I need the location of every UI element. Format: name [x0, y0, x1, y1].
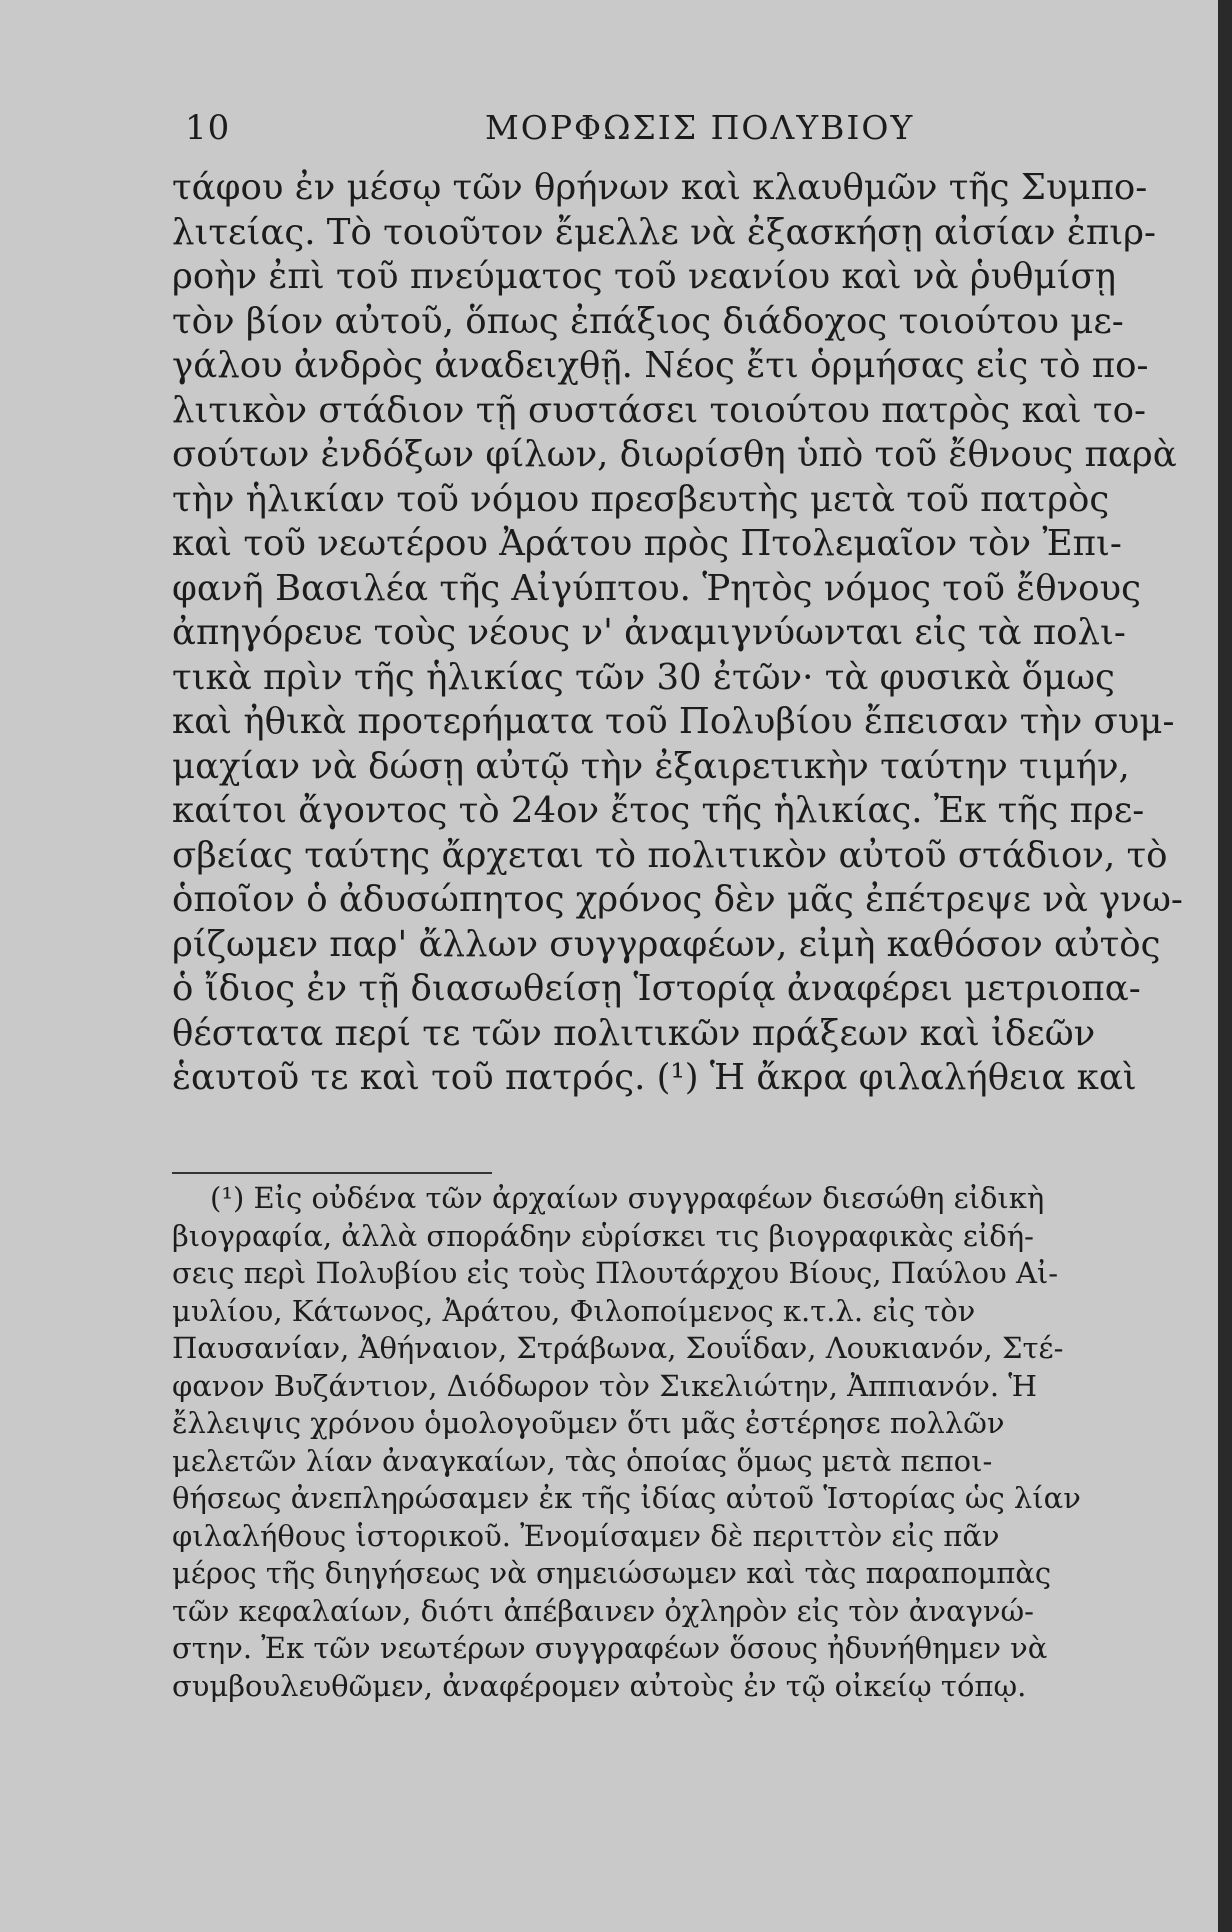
- main-text: [172, 166, 1183, 1101]
- footnote-line: φανον Βυζάντιον, Διόδωρον τὸν Σικελιώτην, Ἀππιανόν. Ἡ: [172, 1368, 1038, 1403]
- text-line: καὶ ἠθικὰ προτερήματα τοῦ Πολυβίου ἔπεισαν τὴν συμ-: [172, 701, 1175, 742]
- text-line: τὴν ἡλικίαν τοῦ νόμου πρεσβευτὴς μετὰ τοῦ πατρὸς: [172, 478, 1110, 520]
- text-line: θέστατα περί τε τῶν πολιτικῶν πράξεων καὶ ἰδεῶν: [172, 1012, 1096, 1054]
- footnote-line: συμβουλευθῶμεν, ἀναφέρομεν αὐτοὺς ἐν τῷ οἰκείῳ τόπῳ.: [172, 1668, 1027, 1703]
- text-line: γάλου ἀνδρὸς ἀναδειχθῇ. Νέος ἔτι ὁρμήσας εἰς τὸ πο-: [172, 345, 1149, 386]
- footnote-line: μελετῶν λίαν ἀναγκαίων, τὰς ὁποίας ὅμως μετὰ πεποι-: [172, 1443, 993, 1478]
- footnote: [172, 1180, 1172, 1705]
- text-line: καίτοι ἄγοντος τὸ 24ον ἔτος τῆς ἡλικίας. Ἐκ τῆς πρε-: [172, 790, 1145, 831]
- footnote-line: τῶν κεφαλαίων, διότι ἀπέβαινεν ὀχληρὸν εἰς τὸν ἀναγνώ-: [172, 1593, 1034, 1628]
- footnote-line: σεις περὶ Πολυβίου εἰς τοὺς Πλουτάρχου Βίους, Παύλου Αἰ-: [172, 1256, 1059, 1290]
- text-line: σούτων ἐνδόξων φίλων, διωρίσθη ὑπὸ τοῦ ἔθνους παρὰ: [172, 434, 1177, 475]
- text-line: ροὴν ἐπὶ τοῦ πνεύματος τοῦ νεανίου καὶ νὰ ῥυθμίσῃ: [172, 256, 1117, 297]
- text-line: φανῆ Βασιλέα τῆς Αἰγύπτου. Ῥητὸς νόμος τοῦ ἔθνους: [172, 567, 1142, 609]
- text-line: τάφου ἐν μέσῳ τῶν θρήνων καὶ κλαυθμῶν τῆς Συμπο-: [172, 167, 1148, 208]
- footnote-divider: [172, 1172, 492, 1174]
- footnote-line: φιλαλήθους ἱστορικοῦ. Ἐνομίσαμεν δὲ περιττὸν εἰς πᾶν: [172, 1518, 1000, 1553]
- text-line: τικὰ πρὶν τῆς ἡλικίας τῶν 30 ἐτῶν· τὰ φυσικὰ ὅμως: [172, 656, 1115, 698]
- footnote-line: θήσεως ἀνεπληρώσαμεν ἐκ τῆς ἰδίας αὐτοῦ Ἱστορίας ὡς λίαν: [172, 1481, 1081, 1515]
- page-header: [185, 108, 1170, 158]
- footnote-line: ἔλλειψις χρόνου ὁμολογοῦμεν ὅτι μᾶς ἐστέρησε πολλῶν: [172, 1406, 1005, 1440]
- footnote-line: βιογραφία, ἀλλὰ σποράδην εὑρίσκει τις βιογραφικὰς εἰδή-: [172, 1218, 1034, 1253]
- footnote-line: μυλίου, Κάτωνος, Ἀράτου, Φιλοποίμενος κ.τ.λ. εἰς τὸν: [172, 1293, 976, 1328]
- text-line: μαχίαν νὰ δώσῃ αὐτῷ τὴν ἐξαιρετικὴν ταύτην τιμήν,: [172, 745, 1130, 787]
- text-line: καὶ τοῦ νεωτέρου Ἀράτου πρὸς Πτολεμαῖον τὸν Ἐπι-: [172, 523, 1122, 564]
- text-line: σβείας ταύτης ἄρχεται τὸ πολιτικὸν αὐτοῦ στάδιον, τὸ: [172, 834, 1168, 876]
- footnote-line: μέρος τῆς διηγήσεως νὰ σημειώσωμεν καὶ τὰς παραπομπὰς: [172, 1556, 1052, 1590]
- running-head: ΜΟΡΦΩΣΙΣ ΠΟΛΥΒΙΟΥ: [485, 108, 915, 147]
- footnote-line: (¹) Εἰς οὐδένα τῶν ἀρχαίων συγγραφέων διεσώθη εἰδικὴ: [210, 1181, 1045, 1215]
- footnote-line: Παυσανίαν, Ἀθήναιον, Στράβωνα, Σουΐδαν, Λουκιανόν, Στέ-: [172, 1331, 1064, 1365]
- text-line: ρίζωμεν παρ' ἄλλων συγγραφέων, εἰμὴ καθόσον αὐτὸς: [172, 923, 1161, 965]
- text-line: ἀπηγόρευε τοὺς νέους ν' ἀναμιγνύωνται εἰς τὰ πολι-: [172, 612, 1126, 653]
- text-line: τὸν βίον αὐτοῦ, ὅπως ἐπάξιος διάδοχος τοιούτου με-: [172, 300, 1124, 342]
- text-line: ἑαυτοῦ τε καὶ τοῦ πατρός. (¹) Ἡ ἄκρα φιλαλήθεια καὶ: [172, 1057, 1137, 1098]
- text-line: ὁποῖον ὁ ἀδυσώπητος χρόνος δὲν μᾶς ἐπέτρεψε νὰ γνω-: [172, 879, 1183, 920]
- page-number: 10: [185, 108, 231, 148]
- text-line: λιτικὸν στάδιον τῇ συστάσει τοιούτου πατρὸς καὶ το-: [172, 389, 1146, 431]
- footnote-line: στην. Ἐκ τῶν νεωτέρων συγγραφέων ὅσους ἠδυνήθημεν νὰ: [172, 1631, 1048, 1665]
- text-line: ὁ ἴδιος ἐν τῇ διασωθείσῃ Ἱστορίᾳ ἀναφέρει μετριοπα-: [172, 968, 1141, 1009]
- text-line: λιτείας. Τὸ τοιοῦτον ἔμελλε νὰ ἐξασκήσῃ αἰσίαν ἐπιρ-: [172, 211, 1157, 253]
- page-edge-shadow: [1218, 0, 1232, 1932]
